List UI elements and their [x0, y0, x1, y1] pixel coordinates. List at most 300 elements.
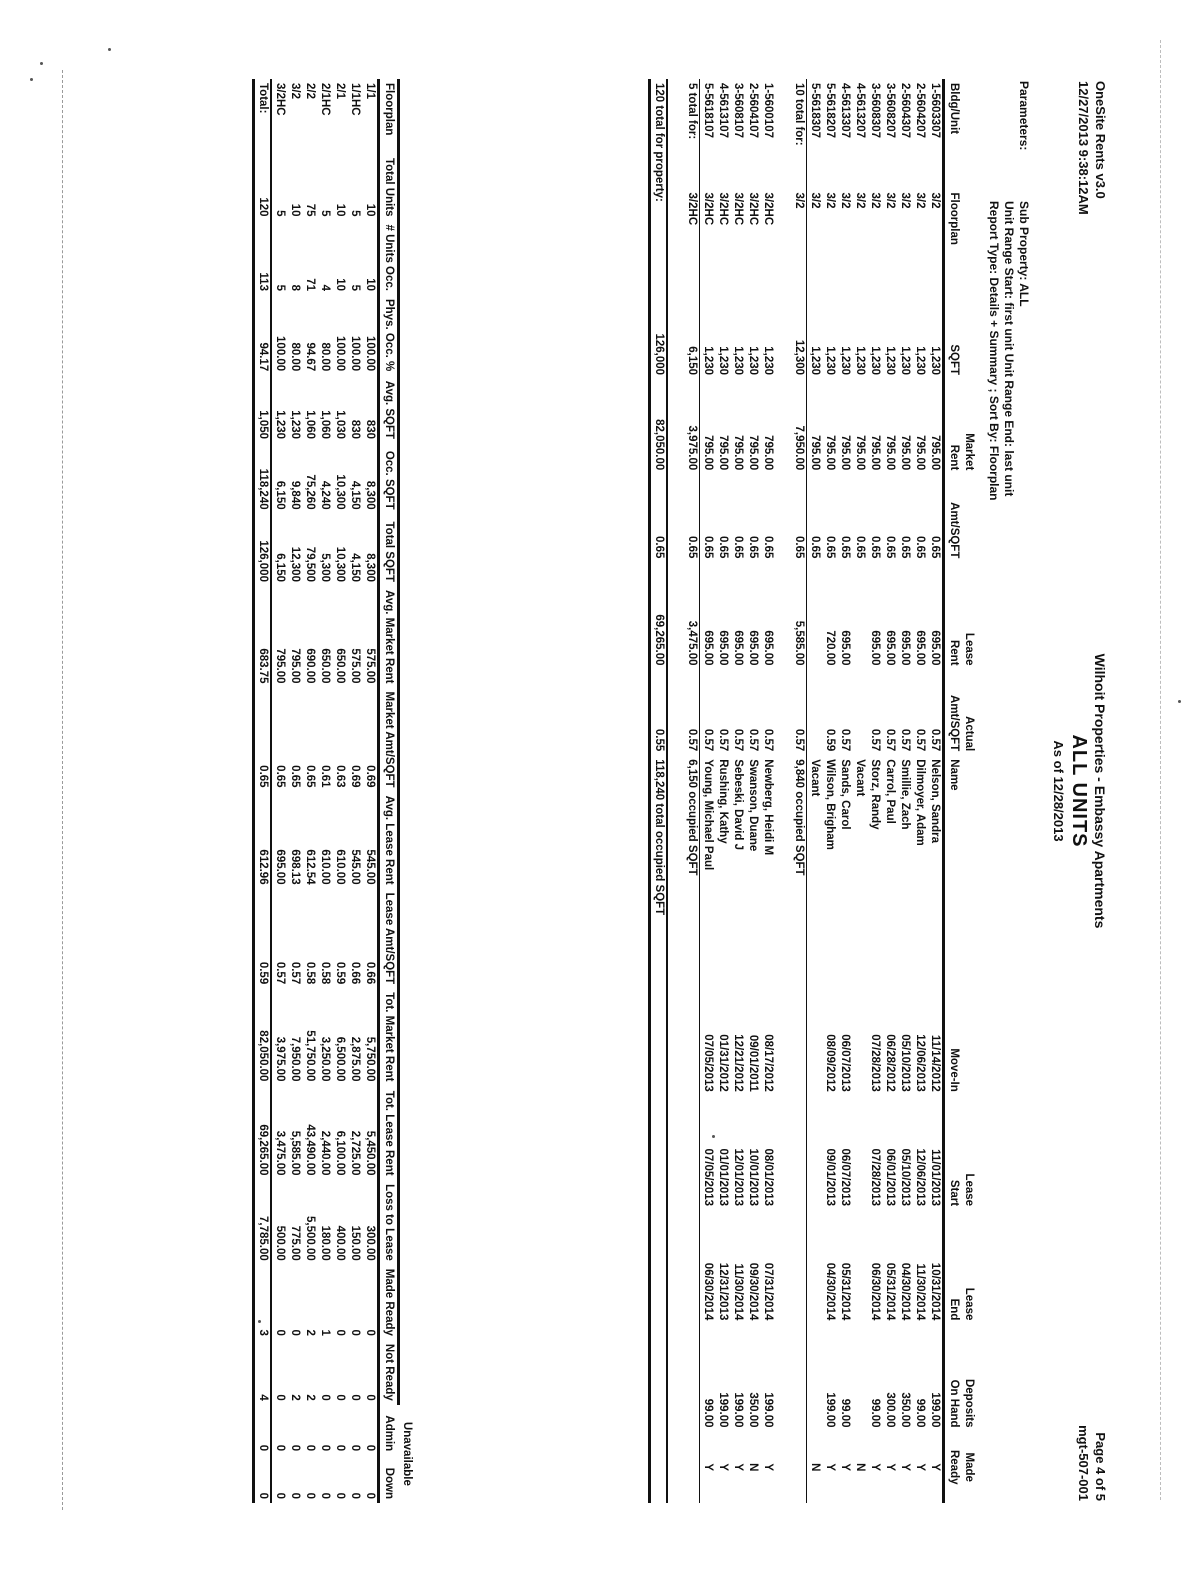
property-total	[650, 79, 668, 1503]
cell-units-occ: 5	[274, 284, 286, 291]
col-avg-market-rent: Avg. Market Rent	[379, 586, 399, 688]
cell-market-amt-sqft: 0.65	[899, 535, 911, 559]
cell-bldg-unit: 3-5608107	[732, 83, 744, 138]
cell-bldg-unit: 4-5613107	[717, 83, 729, 138]
group-total-lease-rent: 5,585.00	[791, 562, 807, 669]
cell-made-ready: Y	[869, 1463, 881, 1472]
cell-occ-sqft: 10,300	[334, 474, 346, 510]
summary-total-made-ready: 3	[254, 1265, 272, 1340]
summary-row	[362, 79, 379, 1503]
cell-total-sqft: 12,300	[289, 546, 301, 582]
cell-market-amt-sqft: 0.65	[884, 535, 896, 559]
summary-row	[347, 79, 362, 1503]
cell-name: Dilmoyer, Adam	[914, 759, 926, 846]
cell-deposits: 99.00	[869, 1398, 881, 1428]
summary-total-units-occ: 113	[254, 221, 272, 295]
cell-bldg-unit: 5-5618307	[809, 83, 821, 138]
cell-lease-amt-sqft: 0.59	[334, 961, 346, 985]
cell-lease-end: 11/30/2014	[914, 1263, 926, 1321]
cell-actual-amt-sqft: 0.57	[839, 728, 851, 752]
cell-market-rent: 795.00	[717, 435, 729, 471]
cell-loss-to-lease: 500.00	[274, 1225, 286, 1261]
summary-total-total-sqft: 126,000	[254, 514, 272, 586]
cell-market-amt-sqft: 0.65	[839, 535, 851, 559]
summary-total-avg-market-rent: 683.75	[254, 586, 272, 688]
cell-floorplan: 2/1	[334, 83, 346, 99]
cell-occ-sqft: 8,300	[364, 480, 376, 510]
col-deposits: On Hand	[944, 1324, 963, 1431]
cell-made-ready: N	[747, 1463, 759, 1472]
cell-move-in: 05/10/2013	[899, 1034, 911, 1092]
cell-actual-amt-sqft: 0.57	[717, 728, 729, 752]
cell-avg-sqft: 1,230	[274, 410, 286, 440]
col-made-ready-top: Made	[963, 1452, 975, 1482]
summary-total-occ-sqft: 118,240	[254, 443, 272, 514]
cell-phys-occ: 100.00	[334, 336, 346, 372]
col-lease-end-top: Lease	[963, 1287, 975, 1321]
property-total-occupied-sqft: 118,240 total occupied SQFT	[653, 759, 665, 916]
cell-not-ready: 2	[304, 1394, 316, 1401]
cell-actual-amt-sqft: 0.57	[869, 728, 881, 752]
cell-move-in: 06/28/2012	[884, 1034, 896, 1092]
property-total-lease-rent: 69,265.00	[653, 614, 665, 666]
cell-actual-amt-sqft: 0.57	[747, 728, 759, 752]
group-total-row	[684, 79, 700, 1503]
col-phys-occ: Phys. Occ. %	[379, 295, 399, 375]
cell-lease-start: 08/01/2013	[762, 1148, 774, 1207]
cell-bldg-unit: 5-5618207	[824, 83, 836, 138]
group-total-sqft: 12,300	[791, 284, 807, 379]
cell-deposits	[852, 1324, 867, 1431]
cell-lease-amt-sqft: 0.66	[364, 961, 376, 985]
scan-edge-right	[1160, 40, 1162, 1500]
cell-bldg-unit: 2-5604207	[914, 83, 926, 138]
cell-lease-rent: 695.00	[899, 630, 911, 666]
col-floorplan: Floorplan	[944, 189, 963, 284]
cell-units-occ: 71	[304, 278, 316, 291]
cell-market-amt-sqft: 0.65	[762, 535, 774, 559]
cell-lease-rent: 695.00	[747, 630, 759, 666]
floorplan-group-3-2hc	[667, 79, 775, 1503]
cell-bldg-unit: 5-5618107	[702, 83, 714, 138]
unit-row	[822, 79, 837, 1503]
cell-market-rent: 795.00	[762, 435, 774, 471]
cell-loss-to-lease: 400.00	[334, 1225, 346, 1261]
cell-name: Carrol, Paul	[884, 759, 896, 824]
printed-timestamp: 12/27/2013 9:38:12AM	[1076, 81, 1091, 215]
cell-deposits: 300.00	[884, 1392, 896, 1428]
cell-name: Sebeski, David J	[732, 759, 744, 851]
cell-deposits: 199.00	[732, 1392, 744, 1428]
cell-admin: 0	[364, 1444, 376, 1452]
cell-market-rent: 795.00	[809, 435, 821, 471]
col-lease-end: End	[944, 1210, 963, 1324]
floorplan-summary-table	[252, 79, 417, 1503]
col-down: Down	[379, 1455, 399, 1503]
report-header-right	[1075, 1425, 1109, 1501]
cell-down: 0	[289, 1492, 301, 1499]
cell-market-amt-sqft: 0.65	[869, 535, 881, 559]
cell-name: Vacant	[809, 759, 821, 797]
cell-lease-rent: 695.00	[717, 630, 729, 666]
cell-avg-lease-rent: 545.00	[349, 849, 361, 885]
cell-admin: 0	[304, 1444, 316, 1452]
col-lease-amt-sqft: Lease Amt/SQFT	[379, 889, 399, 989]
cell-admin: 0	[274, 1444, 286, 1452]
col-total-sqft: Total SQFT	[379, 514, 399, 586]
cell-made-ready: 2	[304, 1329, 316, 1336]
cell-move-in: 09/01/2011	[747, 1034, 759, 1092]
rotated-report-sheet	[85, 71, 1115, 1511]
cell-made-ready: Y	[839, 1463, 851, 1472]
col-avg-sqft: Avg. SQFT	[379, 375, 399, 443]
cell-lease-start: 12/01/2013	[732, 1148, 744, 1207]
cell-actual-amt-sqft: 0.57	[914, 728, 926, 752]
col-actual-amt-sqft: Amt/SQFT	[944, 670, 963, 756]
cell-deposits: 99.00	[702, 1398, 714, 1428]
group-total-row	[791, 79, 807, 1503]
col-occ-sqft: Occ. SQFT	[379, 443, 399, 514]
cell-actual-amt-sqft: 0.57	[899, 728, 911, 752]
cell-lease-end: 10/31/2014	[929, 1262, 941, 1321]
col-made-ready: Made Ready	[379, 1265, 399, 1340]
summary-total-not-ready: 4	[254, 1340, 272, 1405]
cell-market-amt-sqft: 0.69	[349, 765, 361, 788]
cell-market-amt-sqft: 0.69	[364, 765, 376, 788]
cell-sqft: 1,230	[824, 346, 836, 376]
group-total-actual-amt-sqft: 0.57	[791, 670, 807, 756]
cell-market-amt-sqft: 0.65	[809, 535, 821, 559]
cell-sqft: 1,230	[717, 346, 729, 376]
cell-floorplan: 3/2HC	[732, 192, 744, 226]
param-sub-property: Sub Property: ALL	[1017, 201, 1031, 307]
cell-total-sqft: 79,500	[304, 546, 316, 582]
cell-actual-amt-sqft: 0.57	[884, 728, 896, 752]
cell-bldg-unit: 1-5600107	[762, 83, 774, 138]
cell-avg-lease-rent: 612.54	[304, 849, 316, 885]
cell-move-in: 08/17/2012	[762, 1034, 774, 1092]
cell-lease-amt-sqft: 0.58	[319, 961, 331, 985]
cell-occ-sqft: 4,150	[349, 480, 361, 510]
parameters-label: Parameters:	[1017, 81, 1031, 151]
cell-avg-sqft: 1,060	[304, 410, 316, 440]
cell-total-units: 10	[289, 203, 301, 217]
cell-deposits: 350.00	[747, 1392, 759, 1428]
cell-lease-rent: 695.00	[762, 630, 774, 666]
cell-bldg-unit: 1-5603307	[929, 83, 941, 138]
cell-lease-start	[852, 1096, 867, 1210]
cell-avg-market-rent: 690.00	[304, 648, 316, 684]
cell-floorplan: 3/2	[289, 83, 301, 99]
cell-lease-start: 01/01/2013	[717, 1148, 729, 1207]
cell-not-ready: 0	[319, 1394, 331, 1401]
cell-phys-occ: 80.00	[319, 342, 331, 372]
group-total-market-amt-sqft: 0.65	[791, 474, 807, 562]
cell-actual-amt-sqft: 0.59	[824, 728, 836, 752]
cell-actual-amt-sqft: 0.57	[929, 728, 941, 752]
cell-name: Sands, Carol	[839, 759, 851, 830]
cell-admin: 0	[289, 1444, 301, 1452]
cell-made-ready: 0	[334, 1329, 346, 1336]
cell-move-in: 01/31/2012	[717, 1034, 729, 1092]
cell-name: Nelson, Sandra	[929, 759, 941, 843]
cell-tot-lease-rent: 2,440.00	[319, 1130, 331, 1176]
cell-not-ready: 0	[349, 1394, 361, 1401]
cell-made-ready: Y	[732, 1463, 744, 1472]
summary-total-down: 0	[254, 1455, 272, 1503]
summary-total-units: 120	[254, 154, 272, 221]
cell-avg-sqft: 830	[349, 419, 361, 440]
cell-avg-market-rent: 575.00	[349, 648, 361, 684]
cell-lease-end: 11/30/2014	[732, 1263, 744, 1321]
unit-row	[912, 79, 927, 1503]
cell-lease-start: 06/01/2013	[884, 1148, 896, 1207]
report-page	[85, 71, 1115, 1511]
cell-sqft: 1,230	[884, 346, 896, 376]
cell-occ-sqft: 6,150	[274, 480, 286, 510]
report-title: ALL UNITS	[1068, 734, 1090, 848]
cell-sqft: 1,230	[747, 346, 759, 376]
cell-sqft: 1,230	[809, 346, 821, 376]
cell-lease-rent: 695.00	[839, 630, 851, 666]
cell-made-ready: Y	[762, 1463, 774, 1472]
cell-total-units: 5	[274, 210, 286, 217]
unit-row	[837, 79, 852, 1503]
cell-total-sqft: 6,150	[274, 553, 286, 582]
cell-deposits: 199.00	[929, 1392, 941, 1428]
cell-move-in: 12/21/2012	[732, 1034, 744, 1092]
cell-avg-market-rent: 575.00	[364, 648, 376, 684]
cell-phys-occ: 100.00	[364, 336, 376, 372]
cell-made-ready: 0	[274, 1329, 286, 1336]
cell-phys-occ: 100.00	[274, 336, 286, 372]
cell-total-sqft: 5,300	[319, 553, 331, 582]
cell-total-sqft: 10,300	[334, 546, 346, 582]
unit-row	[700, 79, 716, 1503]
cell-market-rent: 795.00	[869, 435, 881, 471]
cell-down: 0	[349, 1492, 361, 1499]
cell-lease-start: 10/01/2013	[747, 1148, 759, 1207]
cell-avg-sqft: 830	[364, 419, 376, 440]
unit-row	[852, 79, 867, 1503]
cell-lease-rent: 695.00	[929, 630, 941, 666]
scan-edge-left	[62, 70, 64, 1510]
cell-lease-end: 09/30/2014	[747, 1262, 759, 1321]
cell-tot-lease-rent: 2,725.00	[349, 1130, 361, 1176]
group-total-sqft: 6,150	[684, 284, 700, 379]
cell-avg-sqft: 1,030	[334, 410, 346, 440]
group-total-occupied-sqft: 6,150 occupied SQFT	[684, 755, 700, 1503]
cell-floorplan: 3/2HC	[747, 192, 759, 226]
cell-lease-rent: 695.00	[702, 630, 714, 666]
cell-market-amt-sqft: 0.65	[824, 535, 836, 559]
property-total-row	[650, 79, 668, 1503]
unit-row	[867, 79, 882, 1503]
cell-sqft: 1,230	[702, 346, 714, 376]
col-made-ready: Ready	[944, 1432, 963, 1503]
col-market-amt-sqft: Market Amt/SQFT	[379, 688, 399, 792]
unit-row	[807, 79, 823, 1503]
cell-name: Wilson, Brigham	[824, 759, 836, 850]
cell-total-units: 10	[334, 203, 346, 217]
cell-phys-occ: 80.00	[289, 342, 301, 372]
cell-tot-lease-rent: 6,100.00	[334, 1130, 346, 1176]
cell-made-ready: Y	[899, 1463, 911, 1472]
cell-name: Smillie, Zach	[899, 759, 911, 830]
cell-down: 0	[304, 1492, 316, 1499]
cell-avg-sqft: 1,230	[289, 410, 301, 440]
cell-tot-market-rent: 51,750.00	[304, 1030, 316, 1082]
cell-loss-to-lease: 150.00	[349, 1225, 361, 1261]
cell-move-in: 11/14/2012	[929, 1034, 941, 1092]
report-header-left	[1075, 81, 1109, 215]
cell-floorplan: 3/2	[884, 192, 896, 209]
cell-loss-to-lease: 775.00	[289, 1225, 301, 1261]
cell-avg-lease-rent: 610.00	[319, 849, 331, 885]
col-actual-top: Actual	[963, 716, 975, 752]
cell-made-ready: Y	[884, 1463, 896, 1472]
col-lease-top: Lease	[963, 632, 975, 666]
col-bldg-unit: Bldg/Unit	[944, 79, 963, 189]
cell-lease-rent: 695.00	[914, 630, 926, 666]
summary-row	[302, 79, 317, 1503]
summary-row	[271, 79, 287, 1503]
cell-name: Storz, Randy	[869, 759, 881, 830]
cell-name: Vacant	[854, 759, 866, 797]
as-of-date: As of 12/28/2013	[1051, 740, 1066, 842]
col-amt-sqft: Amt/SQFT	[944, 474, 963, 562]
cell-name: Swanson, Duane	[747, 759, 759, 852]
cell-actual-amt-sqft: 0.57	[762, 728, 774, 752]
cell-lease-start: 07/28/2013	[869, 1148, 881, 1207]
cell-not-ready: 2	[289, 1394, 301, 1401]
cell-market-amt-sqft: 0.65	[304, 765, 316, 788]
summary-row	[317, 79, 332, 1503]
summary-total-tot-lease-rent: 69,265.00	[254, 1085, 272, 1179]
cell-tot-lease-rent: 3,475.00	[274, 1130, 286, 1176]
cell-market-amt-sqft: 0.65	[914, 535, 926, 559]
cell-move-in: 07/05/2013	[702, 1034, 714, 1092]
cell-not-ready: 0	[274, 1394, 286, 1401]
unit-row	[882, 79, 897, 1503]
group-total-market-rent: 7,950.00	[791, 379, 807, 474]
cell-phys-occ: 94.67	[304, 342, 316, 372]
property-total-market-rent: 82,050.00	[653, 419, 665, 471]
col-name: Name	[944, 755, 963, 981]
cell-lease-end: 06/30/2014	[702, 1262, 714, 1321]
cell-lease-start: 05/10/2013	[899, 1148, 911, 1207]
cell-loss-to-lease: 300.00	[364, 1225, 376, 1261]
cell-lease-start: 09/01/2013	[824, 1148, 836, 1207]
cell-lease-end: 04/30/2014	[824, 1262, 836, 1321]
cell-tot-market-rent: 3,975.00	[274, 1036, 286, 1082]
col-total-units: Total Units	[379, 154, 399, 221]
param-unit-range: Unit Range Start: first unit Unit Range End: last unit	[1002, 201, 1016, 497]
cell-down: 0	[274, 1492, 286, 1499]
property-total-market-amt-sqft: 0.65	[653, 535, 665, 559]
cell-made-ready: Y	[824, 1463, 836, 1472]
detail-header	[944, 79, 978, 1503]
cell-units-occ: 4	[319, 284, 331, 291]
unit-row	[745, 79, 760, 1503]
cell-total-units: 5	[319, 210, 331, 217]
group-total-floorplan: 3/2HC	[684, 189, 700, 284]
summary-total-label: Total:	[254, 79, 272, 154]
summary-total-row	[254, 79, 272, 1503]
cell-lease-start: 06/07/2013	[839, 1148, 851, 1207]
cell-avg-lease-rent: 698.13	[289, 849, 301, 885]
cell-actual-amt-sqft: 0.57	[732, 728, 744, 752]
cell-lease-end: 05/31/2014	[884, 1262, 896, 1321]
cell-avg-market-rent: 795.00	[274, 648, 286, 684]
cell-avg-market-rent: 650.00	[334, 648, 346, 684]
cell-name: Newberg, Heidi M	[762, 759, 774, 856]
summary-body	[254, 79, 379, 1503]
cell-made-ready: 0	[364, 1329, 376, 1336]
param-report-type: Report Type: Details + Summary ; Sort By: Floorplan	[987, 201, 1001, 501]
unit-row	[730, 79, 745, 1503]
cell-tot-market-rent: 3,250.00	[319, 1036, 331, 1082]
group-total-label: 10 total for:	[791, 79, 807, 189]
cell-deposits: 199.00	[762, 1392, 774, 1428]
cell-made-ready: N	[854, 1463, 866, 1472]
cell-made-ready: N	[809, 1463, 821, 1472]
col-deposits-top: Deposits	[963, 1378, 975, 1428]
cell-deposits: 99.00	[914, 1398, 926, 1428]
cell-down: 0	[319, 1492, 331, 1499]
group-total-actual-amt-sqft: 0.57	[684, 670, 700, 756]
cell-move-in: 06/07/2013	[839, 1034, 851, 1092]
cell-floorplan: 2/1HC	[319, 83, 331, 116]
cell-not-ready: 0	[334, 1394, 346, 1401]
page-number: Page 4 of 5	[1093, 1432, 1108, 1501]
cell-tot-lease-rent: 5,450.00	[364, 1130, 376, 1176]
col-loss-to-lease: Loss to Lease	[379, 1180, 399, 1265]
property-total-label: 120 total for property:	[653, 83, 665, 202]
cell-market-amt-sqft: 0.65	[717, 535, 729, 559]
cell-sqft: 1,230	[732, 346, 744, 376]
col-sqft: SQFT	[944, 284, 963, 379]
cell-name: Young, Michael Paul	[702, 759, 714, 871]
summary-total-tot-market-rent: 82,050.00	[254, 988, 272, 1085]
cell-lease-amt-sqft: 0.58	[304, 961, 316, 985]
summary-total-market-amt-sqft: 0.65	[254, 688, 272, 792]
cell-bldg-unit: 3-5608207	[884, 83, 896, 138]
cell-units-occ: 5	[349, 284, 361, 291]
cell-avg-lease-rent: 610.00	[334, 849, 346, 885]
cell-move-in: 08/09/2012	[824, 1034, 836, 1092]
cell-made-ready: Y	[702, 1463, 714, 1472]
cell-bldg-unit: 2-5604107	[747, 83, 759, 138]
col-avg-lease-rent: Avg. Lease Rent	[379, 792, 399, 889]
summary-total-phys-occ: 94.17	[254, 295, 272, 375]
cell-made-ready: 0	[349, 1329, 361, 1336]
summary-total-lease-amt-sqft: 0.59	[254, 889, 272, 989]
cell-occ-sqft: 75,260	[304, 474, 316, 510]
cell-market-rent: 795.00	[914, 435, 926, 471]
cell-market-rent: 795.00	[702, 435, 714, 471]
company-name: Wilhoit Properties - Embassy Apartments	[1092, 653, 1108, 929]
scan-speck	[30, 78, 33, 81]
cell-lease-end: 06/30/2014	[869, 1262, 881, 1321]
cell-made-ready: Y	[717, 1463, 729, 1472]
unit-detail-table	[648, 79, 977, 1503]
cell-sqft: 1,230	[854, 346, 866, 376]
cell-tot-lease-rent: 43,490.00	[304, 1124, 316, 1176]
report-header-center	[1050, 541, 1109, 1041]
col-unavailable: Unavailable	[401, 1421, 414, 1486]
cell-lease-end: 04/30/2014	[899, 1262, 911, 1321]
